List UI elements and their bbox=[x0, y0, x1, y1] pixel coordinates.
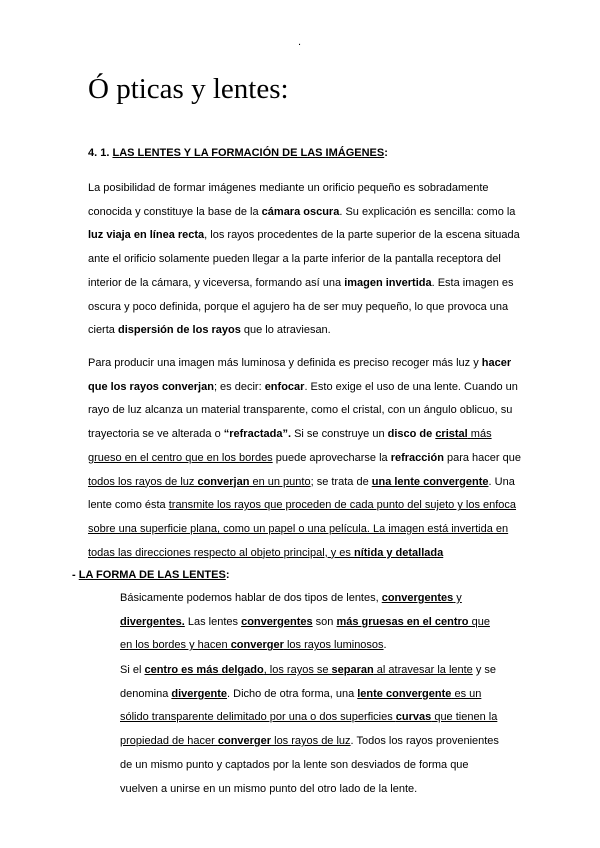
p1-text-3: , los rayos procedentes de la parte superior de la escena situada ante el orificio solamente pueden llegar a la parte inferior de la pantalla receptora del interior de la cámara, y viceversa, formando así una bbox=[88, 229, 520, 289]
subsection-prefix: - bbox=[72, 569, 76, 581]
p2-bold-6: refracción bbox=[390, 451, 444, 464]
p4-bold-3: divergente bbox=[171, 687, 228, 700]
p4-underline-3: es un sólido transparente delimitado por una o dos superficies bbox=[120, 687, 482, 724]
header-dot: . bbox=[298, 36, 302, 48]
paragraph-lens-refraction bbox=[88, 352, 528, 565]
p2-text-4: Si se construye un bbox=[291, 428, 388, 441]
subsection-colon: : bbox=[225, 569, 230, 581]
section-number: 4. 1. bbox=[88, 147, 110, 159]
p4-underline-5: los rayos de luz bbox=[271, 735, 351, 748]
p4-bold-1: centro es más delgado bbox=[144, 664, 264, 676]
paragraph-lens-types bbox=[120, 587, 500, 658]
p3-bold-5: converger bbox=[230, 639, 284, 652]
p4-text-3: . Dicho de otra forma, una bbox=[227, 687, 358, 700]
p4-bold-5: curvas bbox=[395, 711, 432, 724]
p2-bold-7: converjan bbox=[197, 475, 250, 488]
p2-underline-5: transmite los rayos que proceden de cada punto del sujeto y los enfoca sobre una superficie plana, como un papel o una película. La imagen está invertida en todas las direcciones respecto al objeto principal, y es bbox=[88, 499, 517, 559]
p4-text-4: . Todos los rayos provenientes de un mismo punto y captados por la lente son desviados de forma que vuelven a unirse en un mismo punto del otro lado de la lente. bbox=[120, 735, 499, 795]
paragraph-camera-obscura bbox=[88, 177, 528, 343]
p3-bold-4: más gruesas en el centro bbox=[336, 615, 469, 628]
p2-underline-4: en un punto bbox=[249, 475, 311, 488]
p1-text-1: La posibilidad de formar imágenes mediante un orificio pequeño es sobradamente conocida y constituye la base de la bbox=[88, 182, 489, 218]
p1-text-4: . Esta imagen es oscura y poco definida, porque el agujero ha de ser muy pequeño, lo que provoca una cierta bbox=[88, 276, 514, 337]
section-heading bbox=[88, 146, 388, 160]
p1-text-5: que lo atraviesan. bbox=[240, 324, 331, 337]
p2-underline-1: más grueso en el centro que en los bbox=[88, 428, 492, 464]
p2-bold-5: cristal bbox=[435, 428, 468, 441]
p3-bold-1: convergentes bbox=[381, 592, 454, 604]
p4-bold-2: separan bbox=[331, 664, 374, 676]
p2-underline-3: todos los rayos de luz bbox=[88, 475, 198, 488]
p1-text-2: . Su explicación es sencilla: como la bbox=[339, 205, 516, 218]
p4-underline-1: , los rayos se bbox=[263, 664, 332, 676]
p3-text-4: . bbox=[383, 639, 387, 652]
paragraph-divergent-lens bbox=[120, 659, 500, 801]
p2-text-5: puede aprovecharse la bbox=[272, 451, 391, 464]
p2-bold-9: nítida y detallada bbox=[353, 546, 444, 559]
p3-underline-1: y bbox=[453, 592, 462, 604]
subsection-title: LA FORMA DE LAS LENTES bbox=[78, 569, 226, 581]
p3-underline-2: que en los bordes y hacen bbox=[120, 615, 490, 652]
p4-underline-4: que tienen la propiedad de hacer bbox=[120, 711, 498, 748]
p1-bold-4: dispersión de los rayos bbox=[117, 324, 241, 337]
section-title: LAS LENTES Y LA FORMACIÓN DE LAS IMÁGENES bbox=[112, 147, 385, 159]
p2-text-3: . Esto exige el uso de una lente. Cuando un rayo de luz alcanza un material transparente, como el cristal, con un ángulo oblicuo, su trayectoria se ve alterada o bbox=[88, 380, 518, 441]
section-colon: : bbox=[384, 147, 388, 159]
p3-bold-3: convergentes bbox=[241, 615, 313, 628]
p2-text-2: ; es decir: bbox=[213, 380, 265, 393]
p1-bold-2: luz viaja en línea recta bbox=[88, 229, 205, 242]
p2-underline-2: bordes bbox=[239, 451, 273, 464]
p2-text-1: Para producir una imagen más luminosa y definida es preciso recoger más luz y bbox=[88, 357, 482, 369]
p2-bold-4: disco de bbox=[387, 428, 436, 441]
p3-text-1: Básicamente podemos hablar de dos tipos de lentes, bbox=[120, 592, 382, 604]
p4-bold-6: converger bbox=[217, 735, 272, 748]
p4-bold-4: lente convergente bbox=[357, 687, 452, 700]
p2-bold-8: una lente convergente bbox=[371, 475, 489, 488]
p4-underline-2: al atravesar la lente bbox=[373, 664, 473, 676]
p3-text-3: son bbox=[312, 615, 337, 628]
p1-bold-1: cámara oscura bbox=[261, 205, 340, 218]
p3-text-2: Las lentes bbox=[184, 615, 242, 628]
p2-bold-3: “refractada”. bbox=[223, 428, 292, 441]
p2-text-8: . Una lente como ésta bbox=[88, 475, 515, 512]
p3-underline-3: los rayos luminosos bbox=[283, 639, 384, 652]
p2-bold-2: enfocar bbox=[264, 380, 305, 393]
page-title: Ó pticas y lentes: bbox=[88, 73, 289, 105]
subsection-heading bbox=[72, 568, 229, 582]
p1-bold-3: imagen invertida bbox=[344, 276, 432, 289]
p4-text-1: Si el bbox=[120, 664, 145, 676]
p4-text-2: y se denomina bbox=[120, 664, 497, 700]
p2-text-6: para hacer que bbox=[443, 451, 521, 464]
p3-bold-2: divergentes. bbox=[120, 615, 185, 628]
p2-text-7: ; se trata de bbox=[310, 475, 372, 488]
p2-bold-1: hacer que los rayos converjan bbox=[88, 357, 512, 393]
